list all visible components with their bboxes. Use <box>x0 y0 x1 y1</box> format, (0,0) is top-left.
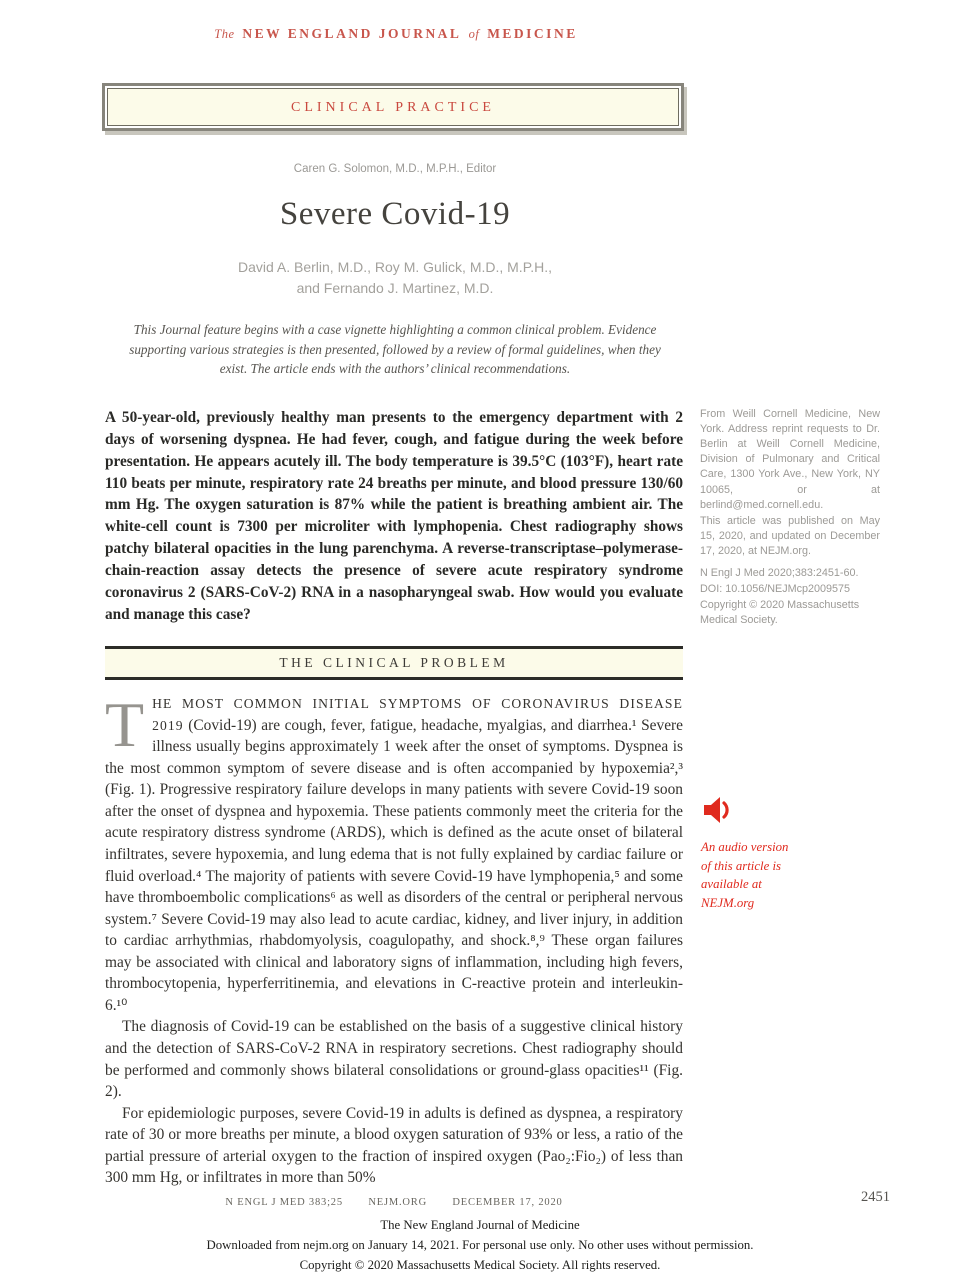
footer-journal-issue: N ENGL J MED 383;25 <box>225 1197 343 1208</box>
publication-note: This article was published on May 15, 2020, and updated on December 17, 2020, at NEJM.org. <box>700 515 880 558</box>
paragraph-1-text: (Covid-19) are cough, fever, fatigue, headache, myalgias, and diarrhea.¹ Severe illness usually begins approximately 1 week after the onset of symptoms. Dyspnea is the most common symptom of severe disease and is often accompanied by hypoxemia²,³ (Fig. 1). Progressive respiratory failure develops in many patients with severe Covid-19 soon after the onset of dyspnea and hypoxemia. These patients commonly meet the criteria for the acute respiratory distress syndrome (ARDS), which is defined as the acute onset of bilateral infiltrates, severe hypoxemia, and lung edema that is not fully explained by cardiac failure or fluid overload.⁴ The majority of patients with severe Covid-19 have lymphopenia,⁵ and some have thromboembolic complications⁶ as well as disorders of the central or peripheral nervous system.⁷ Severe Covid-19 may also lead to acute cardiac, kidney, and liver injury, in addition to cardiac arrhythmias, rhabdomyolysis, coagulopathy, and shock.⁸,⁹ These organ failures may be associated with clinical and laboratory signs of inflammation, including high fevers, thrombocytopenia, hyperferritinemia, and elevations in C-reactive protein and interleukin-6.¹⁰ <box>105 716 683 1014</box>
masthead-the: The <box>214 27 235 41</box>
masthead-of: of <box>468 27 480 41</box>
audio-speaker-icon[interactable] <box>702 795 736 825</box>
journal-feature-note: This Journal feature begins with a case vignette highlighting a common clinical problem. Evidence supporting various strategies is then presented, followed by a review of formal guidelines, when they exist. The article ends with the authors’ clinical recommendations. <box>129 322 661 377</box>
case-vignette: A 50-year-old, previously healthy man presents to the emergency department with 2 days of worsening dyspnea. He had fever, cough, and fatigue during the week before presentation. He appears acutely ill. The body temperature is 39.5°C (103°F), heart rate 110 beats per minute, respiratory rate 24 breaths per minute, and blood pressure 130/60 mm Hg. The oxygen saturation is 87% while the patient is breathing ambient air. The white-cell count is 7300 per microliter with lymphopenia. Chest radiography shows patchy bilateral opacities in the lung parenchyma. A reverse-transcriptase–polymerase-chain-reaction assay detects the presence of severe acute respiratory syndrome coronavirus 2 (SARS-CoV-2) RNA in a nasopharyngeal swab. How would you evaluate and manage this case? <box>105 409 683 623</box>
clinical-practice-banner <box>107 88 679 126</box>
lead-small-caps: HE MOST COMMON INITIAL SYMPTOMS OF CORONAVIRUS DISEASE 2019 <box>152 696 683 733</box>
doi-line: DOI: 10.1056/NEJMcp2009575 <box>700 583 851 596</box>
audio-availability-note: An audio version of this article is available at NEJM.org <box>701 840 789 910</box>
notice-journal-name: The New England Journal of Medicine <box>380 1218 580 1232</box>
journal-masthead <box>105 26 685 42</box>
masthead-new-england-journal: NEW ENGLAND JOURNAL <box>242 26 461 41</box>
citation-block <box>700 566 880 629</box>
editor-line: Caren G. Solomon, M.D., M.P.H., Editor <box>293 163 497 175</box>
footer-site: NEJM.ORG <box>368 1197 427 1208</box>
banner-label: CLINICAL PRACTICE <box>291 100 495 115</box>
section-heading-label: THE CLINICAL PROBLEM <box>279 655 509 670</box>
drop-cap: T <box>105 689 145 760</box>
body-paragraph-2: The diagnosis of Covid-19 can be established on the basis of a suggestive clinical history and the detection of SARS-CoV-2 RNA in respiratory secretions. Chest radiography should be performed and commonly shows bilateral consolidations or ground-glass opacities¹¹ (Fig. 2). <box>105 1018 683 1101</box>
article-body <box>105 689 683 1189</box>
affiliation-note: From Weill Cornell Medicine, New York. Address reprint requests to Dr. Berlin at Weill Cornell Medicine, Division of Pulmonary and Critical Care, 1300 York Ave., New York, NY 10065, or at berlind@med.cornell.edu. <box>700 408 880 511</box>
notice-download-line: Downloaded from nejm.org on January 14, 2021. For personal use only. No other uses without permission. <box>206 1237 754 1252</box>
body-paragraph-1 <box>105 689 683 1016</box>
copyright-line: Copyright © 2020 Massachusetts Medical Society. <box>700 599 860 627</box>
download-notice <box>0 1216 960 1275</box>
body-paragraph-3: For epidemiologic purposes, severe Covid-19 in adults is defined as dyspnea, a respiratory rate of 30 or more breaths per minute, a blood oxygen saturation of 93% or less, a ratio of the partial pressure of arterial oxygen to the fraction of inspired oxygen (Pao₂:Fio₂) of less than 300 mm Hg, or infiltrates in more than 50% <box>105 1104 683 1187</box>
masthead-medicine: MEDICINE <box>487 26 578 41</box>
footer-date: DECEMBER 17, 2020 <box>452 1197 563 1208</box>
author-line-2: and Fernando J. Martinez, M.D. <box>296 280 494 296</box>
notice-copyright-line: Copyright © 2020 Massachusetts Medical Society. All rights reserved. <box>299 1257 661 1272</box>
article-title: Severe Covid-19 <box>279 196 511 232</box>
author-list <box>105 257 685 299</box>
author-line-1: David A. Berlin, M.D., Roy M. Gulick, M.D., M.P.H., <box>237 259 553 275</box>
section-heading-clinical-problem <box>105 646 683 680</box>
page-number: 2451 <box>861 1189 890 1205</box>
citation-line: N Engl J Med 2020;383:2451-60. <box>700 567 859 579</box>
running-footer <box>105 1197 683 1208</box>
